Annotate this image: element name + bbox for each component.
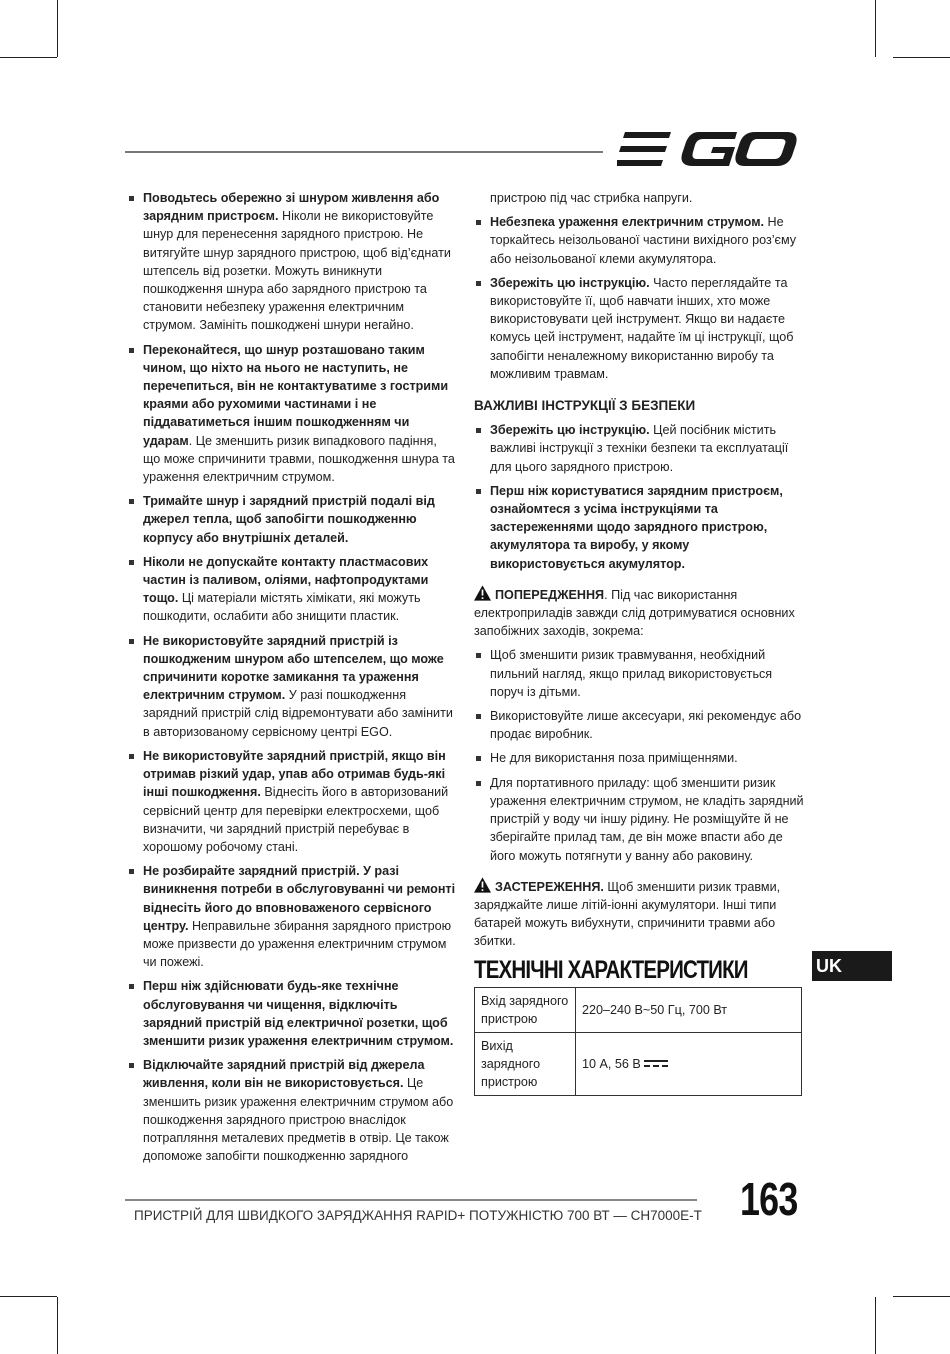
spec-label: Вхід зарядного пристрою: [475, 987, 576, 1032]
list-item: Переконайтеся, що шнур розташовано таким чином, що ніхто на нього не наступить, не перечепиться, він не контактуватиме з гострими краями або рухомими частинами і не піддаватиметься іншим пошкодженням чи ударам. Це зменшить ризик випадкового падіння, що може спричинити травми, пошкодження шнура та ураження електричним струмом.: [127, 341, 457, 487]
crop-mark: [893, 1296, 950, 1297]
warning-icon: [474, 877, 491, 893]
specs-table: [474, 987, 802, 1096]
crop-mark: [875, 1297, 876, 1354]
continued-text: пристрою під час стрибка напруги.: [490, 191, 693, 205]
direct-current-icon: [644, 1059, 668, 1069]
specs-title: ТЕХНІЧНІ ХАРАКТЕРИСТИКИ: [474, 955, 748, 984]
left-column: [127, 189, 457, 1171]
language-tab: UK: [812, 951, 892, 981]
warning-paragraph: ПОПЕРЕДЖЕННЯ. Під час використання електроприладів завжди слід дотримуватися основних запобіжних заходів, зокрема:: [474, 585, 804, 641]
list-item: Не розбирайте зарядний пристрій. У разі виникнення потреби в обслуговуванні чи ремонті віднесіть його до вповноваженого сервісного центру. Неправильне збирання зарядного пристрою може призвести до ураження електричним струмом чи пожежі.: [127, 862, 457, 971]
list-item: Перш ніж користуватися зарядним пристроєм, ознайомтеся з усіма інструкціями та застереженнями щодо зарядного пристрою, акумулятора та виробу, у якому використовується акумулятор.: [474, 482, 804, 573]
crop-mark: [875, 0, 876, 57]
table-row: [475, 987, 802, 1032]
list-item: Щоб зменшити ризик травмування, необхідний пильний нагляд, якщо прилад використовується поруч із дітьми.: [474, 646, 804, 701]
section-heading: ВАЖЛИВІ ІНСТРУКЦІЇ З БЕЗПЕКИ: [474, 398, 696, 414]
list-item: Використовуйте лише аксесуари, які рекомендує або продає виробник.: [474, 707, 804, 743]
crop-mark: [57, 1297, 58, 1354]
warning-icon: [474, 585, 491, 601]
crop-mark: [0, 1296, 57, 1297]
list-item: Збережіть цю інструкцію. Цей посібник містить важливі інструкції з техніки безпеки та експлуатації для цього зарядного пристрою.: [474, 421, 804, 476]
list-item: Тримайте шнур і зарядний пристрій подалі від джерел тепла, щоб запобігти пошкодженню корпусу або внутрішніх деталей.: [127, 492, 457, 547]
header-rule: [125, 151, 603, 153]
right-column: [474, 189, 804, 1096]
list-item: Для портативного приладу: щоб зменшити ризик ураження електричним струмом, не кладіть зарядний пристрій у воду чи іншу рідину. Не розміщуйте й не зберігайте прилад там, де він може впасти або де його можуть потягнути у ванну або раковину.: [474, 774, 804, 865]
caution-paragraph: ЗАСТЕРЕЖЕННЯ. Щоб зменшити ризик травми, заряджайте лише літій-іонні акумулятори. Інші типи батарей можуть вибухнути, спричинити травми або збитки.: [474, 877, 804, 951]
list-item: Не для використання поза приміщеннями.: [474, 749, 804, 767]
list-item: Відключайте зарядний пристрій від джерела живлення, коли він не використовується. Це зменшить ризик ураження електричним струмом або пошкодження зарядного пристрою внаслідок потрапляння металевих предметів в отвір. Це також допоможе запобігти пошкодженню зарядного: [127, 1056, 457, 1165]
table-row: [475, 1032, 802, 1095]
crop-mark: [57, 0, 58, 57]
list-item: Не використовуйте зарядний пристрій із пошкодженим шнуром або штепселем, що може спричинити коротке замикання та ураження електричним струмом. У разі пошкодження зарядний пристрій слід відремонтувати або замінити в авторизованому сервісному центрі EGO.: [127, 632, 457, 741]
caution-label: ЗАСТЕРЕЖЕННЯ.: [495, 879, 604, 894]
list-item: Перш ніж здійснювати будь-яке технічне обслуговування чи чищення, відключіть зарядний пристрій від електричної розетки, щоб зменшити ризик ураження електричним струмом.: [127, 977, 457, 1050]
page-number: 163: [740, 1173, 798, 1225]
crop-mark: [893, 57, 950, 58]
list-item: Поводьтесь обережно зі шнуром живлення або зарядним пристроєм. Ніколи не використовуйте шнур для перенесення зарядного пристрою. Не витягуйте шнур зарядного пристрою, щоб від’єднати штепсель від розетки. Можуть виникнути пошкодження шнура або зарядного пристрою та становити небезпеку ураження електричним струмом. Замініть пошкоджені шнури негайно.: [127, 189, 457, 335]
list-item: Збережіть цю інструкцію. Часто переглядайте та використовуйте її, щоб навчати інших, хто може використовувати цей інструмент. Якщо ви надаєте комусь цей інструмент, надайте їм ці інструкції, щоб запобігти неналежному використанню виробу та можливим травмам.: [474, 274, 804, 383]
footer-title: ПРИСТРІЙ ДЛЯ ШВИДКОГО ЗАРЯДЖАННЯ RAPID+ ПОТУЖНІСТЮ 700 ВТ — CH7000E-T: [134, 1208, 702, 1223]
list-item: Ніколи не допускайте контакту пластмасових частин із паливом, оліями, нафтопродуктами тощо. Ці матеріали містять хімікати, які можуть пошкодити, ослабити або знищити пластик.: [127, 553, 457, 626]
spec-value: 220–240 В~50 Гц, 700 Вт: [576, 987, 802, 1032]
spec-label: Вихід зарядного пристрою: [475, 1032, 576, 1095]
spec-value-cell: [576, 1032, 802, 1095]
list-item: Небезпека ураження електричним струмом. Не торкайтесь неізольованої частини вихідного роз’єму або неізольованої клеми акумулятора.: [474, 213, 804, 268]
warning-label: ПОПЕРЕДЖЕННЯ: [495, 587, 605, 602]
spec-value: 10 А, 56 В: [582, 1056, 641, 1071]
crop-mark: [0, 57, 57, 58]
ego-logo: [617, 130, 799, 175]
footer-rule: [125, 1199, 697, 1201]
list-item: Не використовуйте зарядний пристрій, якщо він отримав різкий удар, упав або отримав будь-які інші пошкодження. Віднесіть його в авторизований сервісний центр для перевірки електросхеми, щоб визначити, чи зарядний пристрій перебуває в хорошому робочому стані.: [127, 747, 457, 856]
